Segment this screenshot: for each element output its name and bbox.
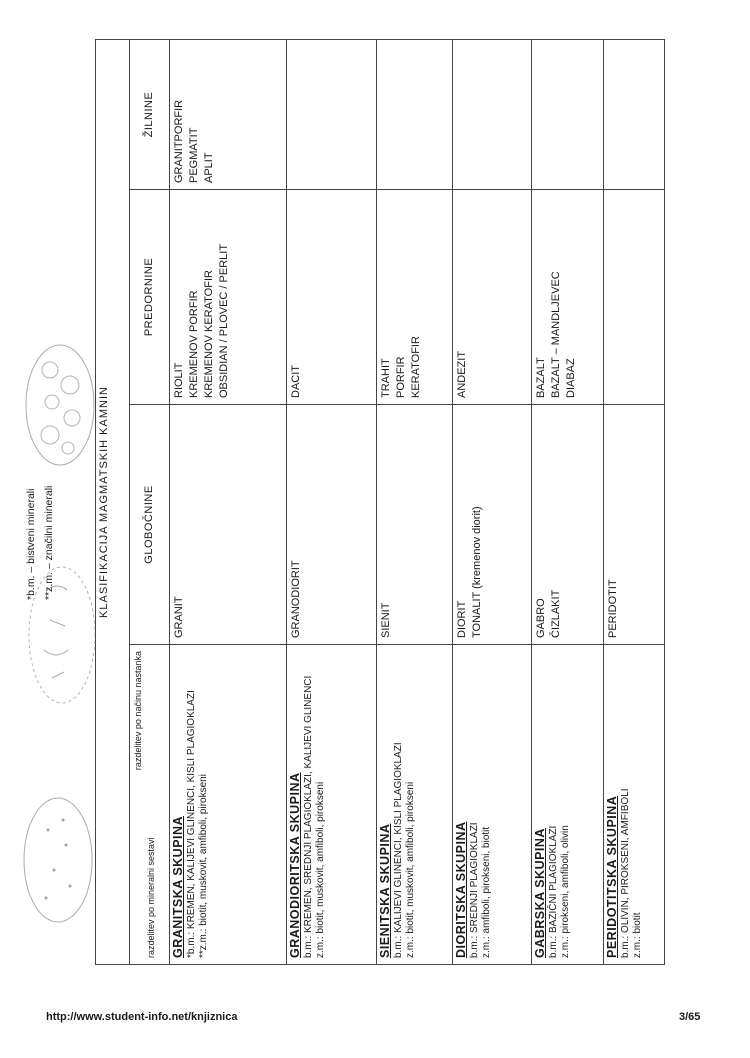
rock-name: OBSIDIAN / PLOVEC / PERLIT	[217, 243, 230, 398]
sketch-vein-texture-icon	[18, 790, 98, 930]
characteristic-minerals: **z.m.: biotit, muskovit, amfiboli, pirokseni	[197, 774, 209, 958]
legend-zm: **z.m. – značilni minerali	[43, 485, 55, 600]
legend-bm: *b.m. – bistveni minerali	[25, 488, 37, 600]
header-predornine: PREDORNINE	[130, 190, 170, 405]
group-row	[453, 39, 532, 964]
rock-cell-globocnine	[287, 405, 376, 645]
group-composition-cell	[603, 645, 664, 965]
footer-page-number: 3/65	[679, 1011, 701, 1023]
rock-name: GRANITPORFIR	[172, 99, 185, 183]
header-zilnine: ŽILNINE	[130, 39, 170, 189]
page-title: KLASIFIKACIJA MAGMATSKIH KAMNIN	[96, 39, 130, 964]
rock-cell-zilnine	[532, 39, 603, 189]
rock-cell-zilnine	[376, 39, 453, 189]
rock-name: SIENIT	[379, 602, 392, 638]
essential-minerals: *b.m.: KREMEN, KALIJEVI GLINENCI, KISLI PLAGIOKLAZI	[185, 690, 197, 958]
group-row	[287, 39, 376, 964]
rock-name: DIORIT	[456, 600, 469, 638]
rock-cell-zilnine	[453, 39, 532, 189]
essential-minerals: b.m.: OLIVIN, PIROKSENI, AMFIBOLI	[619, 788, 631, 958]
footer-url[interactable]: http://www.student-info.net/knjiznica	[46, 1011, 238, 1023]
rock-name: TONALIT (kremenov diorit)	[471, 506, 484, 638]
rock-cell-zilnine	[169, 39, 286, 189]
classification-table-rotated	[95, 40, 665, 965]
rock-name: KREMENOV KERATOFIR	[202, 270, 215, 398]
group-name: PERIDOTITSKA SKUPINA	[604, 795, 619, 958]
rock-cell-predornine	[287, 190, 376, 405]
group-row	[603, 39, 664, 964]
rock-name: DACIT	[290, 365, 303, 398]
rock-name: ČIZLAKIT	[550, 589, 563, 638]
group-composition-cell	[376, 645, 453, 965]
group-name: GABRSKA SKUPINA	[533, 828, 548, 958]
rock-cell-globocnine	[603, 405, 664, 645]
characteristic-minerals: z.m.: biotit, muskovit, amfiboli, pirokseni	[315, 781, 327, 958]
characteristic-minerals: z.m.: biotit	[631, 912, 643, 958]
rock-name: DIABAZ	[565, 358, 578, 398]
rock-name: GRANIT	[172, 596, 185, 638]
rock-cell-zilnine	[603, 39, 664, 189]
rock-name: PEGMATIT	[187, 127, 200, 183]
classification-table	[95, 39, 665, 965]
rock-name: KERATOFIR	[409, 336, 422, 398]
essential-minerals: b.m.: KREMEN, SREDNJI PLAGIOKLAZI, KALIJEVI GLINENCI	[303, 675, 315, 958]
sketch-granite-texture-icon	[20, 340, 100, 470]
rock-name: PORFIR	[394, 356, 407, 398]
rock-name: GABRO	[535, 598, 548, 638]
essential-minerals: b.m.: BAZIČNI PLAGIOKLAZI	[548, 825, 560, 958]
characteristic-minerals: z.m.: pirokseni, amfiboli, olivin	[560, 825, 572, 958]
header-label-composition: razdelitev po mineralni sestavi	[146, 837, 157, 958]
rock-name: BAZALT – MANDLJEVEC	[550, 271, 563, 398]
sketch-porphyry-texture-icon	[22, 560, 100, 710]
header-split-cell	[130, 645, 170, 965]
group-composition-cell	[169, 645, 286, 965]
header-globocnine: GLOBOČNINE	[130, 405, 170, 645]
group-composition-cell	[532, 645, 603, 965]
rock-name: BAZALT	[535, 357, 548, 398]
essential-minerals: b.m.: SREDNJI PLAGIOKLAZI	[469, 822, 481, 958]
rock-name: GRANODIORIT	[290, 560, 303, 638]
rock-name: KREMENOV PORFIR	[187, 290, 200, 398]
rock-cell-predornine	[453, 190, 532, 405]
rock-cell-predornine	[376, 190, 453, 405]
rock-name: PERIDOTIT	[606, 579, 619, 638]
rock-name: ANDEZIT	[456, 350, 469, 398]
rock-cell-zilnine	[287, 39, 376, 189]
group-composition-cell	[287, 645, 376, 965]
essential-minerals: b.m.: KALIJEVI GLINENCI, KISLI PLAGIOKLAZI	[392, 742, 404, 958]
group-composition-cell	[453, 645, 532, 965]
rock-cell-globocnine	[532, 405, 603, 645]
group-row	[376, 39, 453, 964]
group-name: SIENITSKA SKUPINA	[377, 823, 392, 958]
rock-cell-predornine	[169, 190, 286, 405]
characteristic-minerals: z.m.: biotit, muskovit, amfiboli, pirokseni	[404, 781, 416, 958]
group-name: GRANITSKA SKUPINA	[170, 815, 185, 958]
rock-cell-globocnine	[376, 405, 453, 645]
rock-cell-globocnine	[169, 405, 286, 645]
rock-cell-predornine	[603, 190, 664, 405]
header-label-origin: razdelitev po načinu nastanka	[133, 651, 144, 771]
rock-name: TRAHIT	[379, 358, 392, 398]
group-row	[169, 39, 286, 964]
rock-name: APLIT	[202, 152, 215, 183]
rock-cell-globocnine	[453, 405, 532, 645]
group-name: GRANODIORITSKA SKUPINA	[288, 772, 303, 958]
group-name: DIORITSKA SKUPINA	[454, 821, 469, 958]
rock-name: RIOLIT	[172, 362, 185, 398]
rock-cell-predornine	[532, 190, 603, 405]
characteristic-minerals: z.m.: amfiboli, pirokseni, biotit	[481, 826, 493, 958]
group-row	[532, 39, 603, 964]
